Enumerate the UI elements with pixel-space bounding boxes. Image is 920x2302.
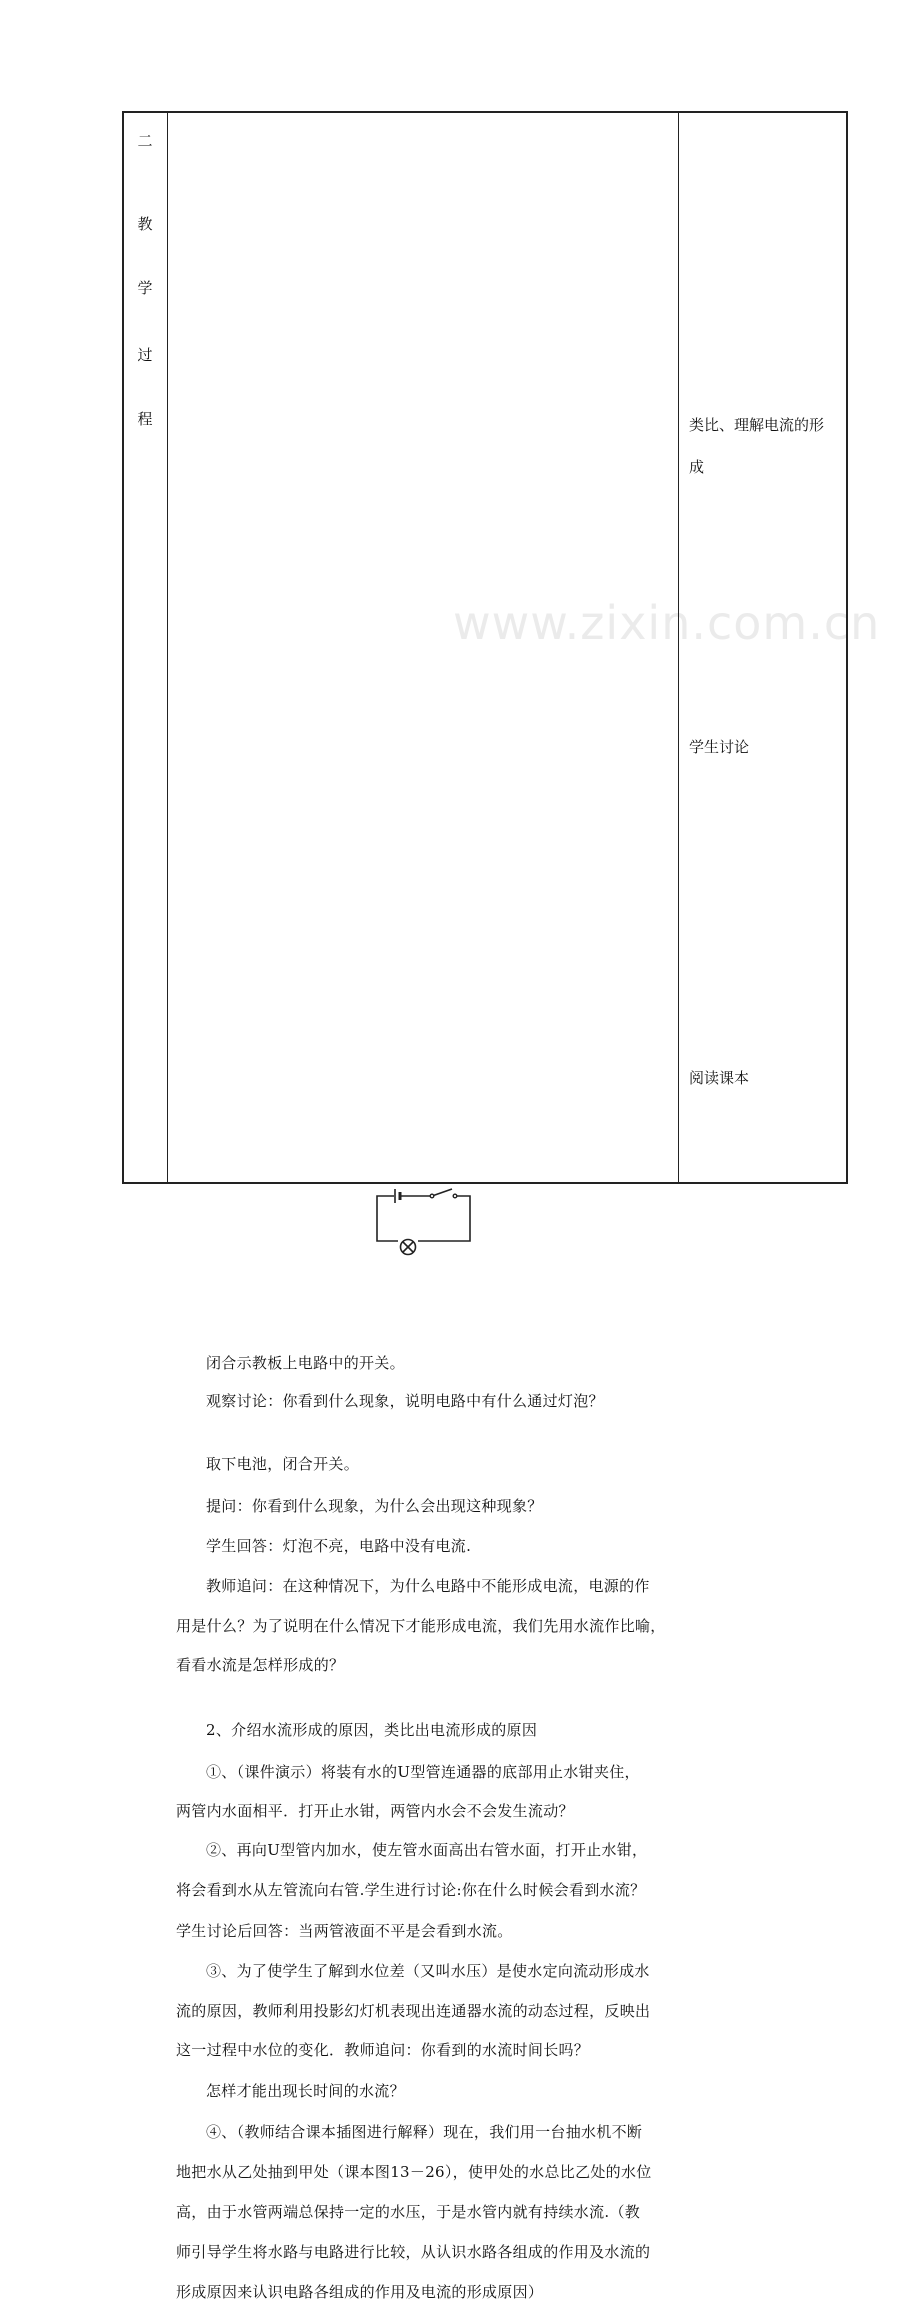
section-column <box>124 113 168 1182</box>
section-char: 过 <box>137 346 153 364</box>
body-line: 流的原因，教师利用投影幻灯机表现出连通器水流的动态过程，反映出 <box>176 2002 651 2020</box>
body-line: 将会看到水从左管流向右管.学生进行讨论:你在什么时候会看到水流？ <box>176 1881 646 1899</box>
body-line: 取下电池，闭合开关。 <box>206 1455 360 1473</box>
body-line: 提问：你看到什么现象，为什么会出现这种现象？ <box>206 1497 543 1515</box>
body-line: ①、（课件演示）将装有水的U型管连通器的底部用止水钳夹住， <box>206 1763 640 1781</box>
body-line: 闭合示教板上电路中的开关。 <box>206 1354 405 1372</box>
body-line: ④、（教师结合课本插图进行解释）现在，我们用一台抽水机不断 <box>206 2123 643 2141</box>
lamp-icon <box>401 1240 416 1255</box>
section-char: 程 <box>137 410 153 428</box>
body-line: ③、为了使学生了解到水位差（又叫水压）是使水定向流动形成水 <box>206 1962 650 1980</box>
body-line: 两管内水面相平．打开止水钳，两管内水会不会发生流动？ <box>176 1802 574 1820</box>
body-line: 用是什么？为了说明在什么情况下才能形成电流，我们先用水流作比喻， <box>176 1617 666 1635</box>
body-line: 学生回答：灯泡不亮，电路中没有电流. <box>206 1537 472 1555</box>
section-char: 二 <box>137 132 153 150</box>
notes-column <box>678 113 846 1182</box>
note-text: 学生讨论 <box>689 738 750 756</box>
watermark: www.zixin.com.cn <box>453 596 881 650</box>
section-char: 学 <box>137 279 153 297</box>
note-text: 类比、理解电流的形 <box>689 416 825 434</box>
body-line: 师引导学生将水路与电路进行比较，从认识水路各组成的作用及水流的 <box>176 2243 651 2261</box>
lesson-table <box>122 111 848 1184</box>
body-line: 观察讨论：你看到什么现象，说明电路中有什么通过灯泡？ <box>206 1392 604 1410</box>
body-line: 高，由于水管两端总保持一定的水压，于是水管内就有持续水流.（教 <box>176 2203 641 2221</box>
body-line: 怎样才能出现长时间的水流？ <box>206 2082 405 2100</box>
body-line: 看看水流是怎样形成的？ <box>176 1656 345 1674</box>
note-text: 成 <box>689 458 705 476</box>
note-text: 阅读课本 <box>689 1069 750 1087</box>
body-line: 2、介绍水流形成的原因，类比出电流形成的原因 <box>206 1721 538 1739</box>
body-line: 学生讨论后回答：当两管液面不平是会看到水流。 <box>176 1922 513 1940</box>
battery-icon <box>395 1189 400 1203</box>
body-line: 教师追问：在这种情况下，为什么电路中不能形成电流，电源的作 <box>206 1577 650 1595</box>
body-line: 形成原因来认识电路各组成的作用及电流的形成原因） <box>176 2283 544 2301</box>
section-char: 教 <box>137 215 153 233</box>
body-line: 这一过程中水位的变化．教师追问：你看到的水流时间长吗？ <box>176 2041 590 2059</box>
body-line: ②、再向U型管内加水，使左管水面高出右管水面，打开止水钳， <box>206 1841 648 1859</box>
circuit-diagram <box>368 1186 478 1262</box>
body-line: 地把水从乙处抽到甲处（课本图13－26），使甲处的水总比乙处的水位 <box>176 2163 652 2181</box>
